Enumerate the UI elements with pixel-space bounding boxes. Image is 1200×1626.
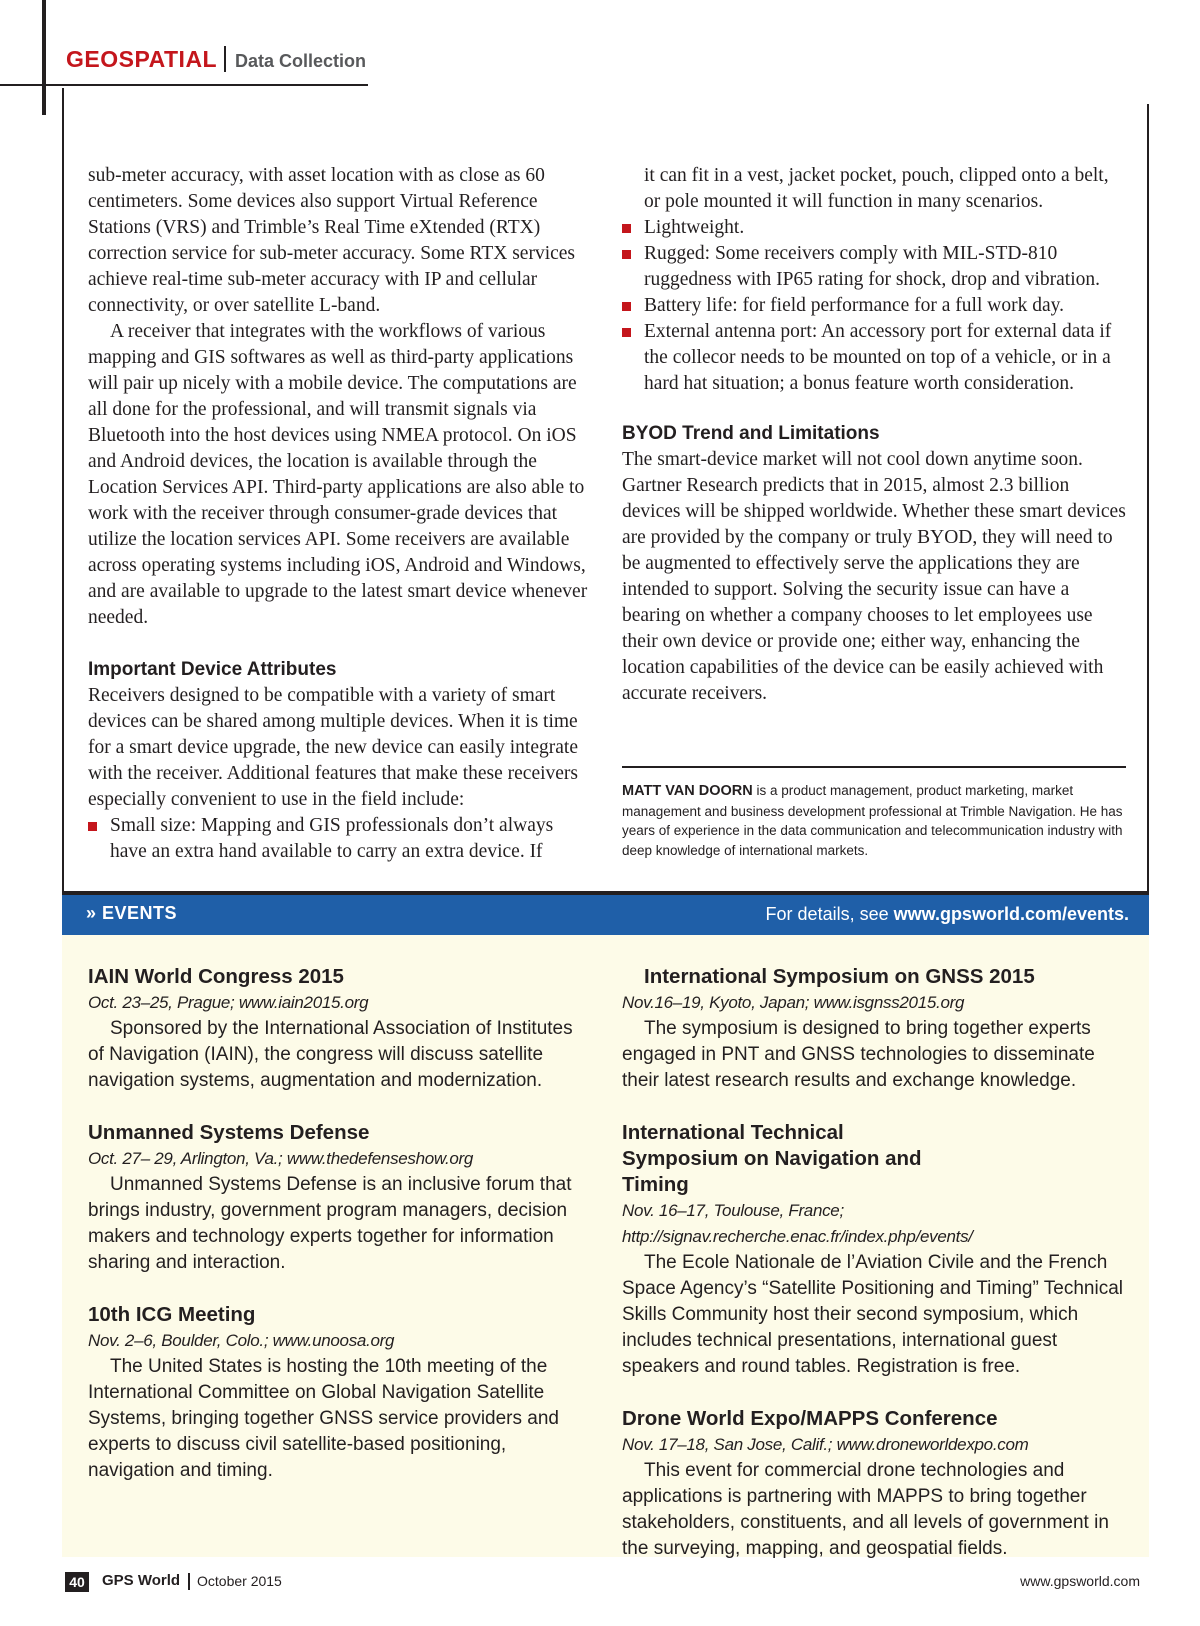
event-description: Unmanned Systems Defense is an inclusive forum that brings industry, government program managers, decision makers and technology experts together for information sharing and interaction.: [88, 1174, 572, 1273]
footer-url[interactable]: www.gpsworld.com: [1020, 1573, 1140, 1589]
event-title: International Technical Symposium on Navigation and Timing: [622, 1121, 922, 1196]
page-number: 40: [65, 1572, 89, 1592]
section-subtitle: Data Collection: [235, 51, 367, 71]
article-paragraph: Receivers designed to be compatible with a variety of smart devices can be shared among multiple devices. When it is time for a smart device upgrade, the new device can easily integrate with the receiver. Additional features that make these receivers especially convenient to use in the field include:: [88, 685, 579, 810]
event-title: IAIN World Congress 2015: [88, 965, 344, 988]
footer-separator: [188, 1573, 190, 1590]
event-meta: Nov. 17–18, San Jose, Calif.; www.droneworldexpo.com: [622, 1435, 1029, 1454]
event-meta: Nov. 2–6, Boulder, Colo.; www.unoosa.org: [88, 1331, 395, 1350]
header-separator: [224, 46, 226, 72]
event-item: [88, 1302, 593, 1484]
bullet-item: Lightweight.: [622, 215, 1127, 241]
article-paragraph: sub-meter accuracy, with asset location with as close as 60 centimeters. Some devices also support Virtual Reference Stations (VRS) and Trimble’s Real Time eXtended (RTX) correction service for sub-meter accuracy. Some RTX services achieve real-time sub-meter accuracy with IP and cellular connectivity, or over satellite L-band.: [88, 165, 576, 316]
event-meta: Oct. 23–25, Prague; www.iain2015.org: [88, 993, 369, 1012]
header-accent-bar: [42, 0, 46, 115]
event-description: This event for commercial drone technologies and applications is partnering with MAPPS to bring together stakeholders, constituents, and all levels of government in the surveying, mapping, and geospatial fields.: [622, 1460, 1109, 1559]
section-title: GEOSPATIAL: [66, 46, 218, 72]
article-paragraph: The smart-device market will not cool down anytime soon. Gartner Research predicts that in 2015, almost 2.3 billion devices will be shipped worldwide. Whether these smart devices are provided by the company or truly BYOD, they will need to be augmented to effectively serve the applications they are intended to support. Solving the security issue can have a bearing on whether a company chooses to let employees use their own device or provide one; either way, enhancing the location capabilities of the device can be easily achieved with accurate receivers.: [622, 449, 1126, 704]
column-left-rule: [62, 88, 64, 898]
event-title: Drone World Expo/MAPPS Conference: [622, 1407, 998, 1430]
author-name: MATT VAN DOORN: [622, 783, 753, 799]
events-label: » EVENTS: [86, 903, 178, 923]
event-meta: Nov. 16–17, Toulouse, France; http://signav.recherche.enac.fr/index.php/events/: [622, 1201, 973, 1246]
author-bio-text: is a product management, product marketing, market management and business development professional at Trimble Navigation. He has years of experience in the data communication and telecommunication industry with deep knowledge of international markets.: [622, 783, 1123, 858]
events-banner: [62, 895, 1149, 935]
section-heading-device-attributes: Important Device Attributes: [88, 659, 337, 680]
event-description: The Ecole Nationale de l’Aviation Civile and the French Space Agency’s “Satellite Positioning and Timing” Technical Skills Community host their second symposium, which includes technical presentations, international guest speakers and round tables. Registration is free.: [622, 1252, 1123, 1377]
article-paragraph: A receiver that integrates with the workflows of various mapping and GIS softwares as well as third-party applications will pair up nicely with a mobile device. The computations are all done for the professional, and will transmit signals via Bluetooth into the host devices using NMEA protocol. On iOS and Android devices, the location is available through the Location Services API. Third-party applications are also able to work with the receiver through consumer-grade devices that utilize the location services API. Some receivers are available across operating systems including iOS, Android and Windows, and are available to upgrade to the latest smart device whenever needed.: [88, 321, 588, 628]
event-meta: Nov.16–19, Kyoto, Japan; www.isgnss2015.org: [622, 993, 965, 1012]
bullet-item: Battery life: for field performance for a full work day.: [622, 293, 1127, 319]
bullet-item: Rugged: Some receivers comply with MIL-STD-810 ruggedness with IP65 rating for shock, drop and vibration.: [622, 241, 1127, 293]
event-description: The symposium is designed to bring together experts engaged in PNT and GNSS technologies to disseminate their latest research results and exchange knowledge.: [622, 1018, 1095, 1091]
events-details: [766, 904, 1129, 925]
bio-rule: [622, 766, 1126, 768]
article-right-column: [622, 163, 1127, 707]
events-details-link[interactable]: www.gpsworld.com/events.: [893, 904, 1129, 924]
event-item: [88, 1120, 593, 1276]
event-item: [622, 964, 1127, 1094]
event-description: The United States is hosting the 10th meeting of the International Committee on Global Navigation Satellite Systems, bringing together GNSS service providers and experts to discuss civil satellite-based positioning, navigation and timing.: [88, 1356, 559, 1481]
bullet-continuation: it can fit in a vest, jacket pocket, pouch, clipped onto a belt, or pole mounted it will function in many scenarios.: [644, 165, 1109, 212]
event-title: International Symposium on GNSS 2015: [644, 965, 1035, 988]
event-title: Unmanned Systems Defense: [88, 1121, 370, 1144]
event-description: Sponsored by the International Association of Institutes of Navigation (IAIN), the congress will discuss satellite navigation systems, augmentation and modernization.: [88, 1018, 573, 1091]
event-item: [622, 1406, 1127, 1562]
events-details-prefix: For details, see: [765, 904, 894, 924]
header-rule: [0, 84, 368, 86]
event-item: [622, 1120, 1127, 1380]
event-meta: Oct. 27– 29, Arlington, Va.; www.thedefenseshow.org: [88, 1149, 474, 1168]
publication-name: GPS World: [102, 1572, 181, 1589]
section-heading-byod: BYOD Trend and Limitations: [622, 423, 880, 444]
author-bio: [622, 781, 1127, 860]
event-item: [88, 964, 593, 1094]
events-right-column: [622, 964, 1127, 1588]
bullet-item: Small size: Mapping and GIS professionals don’t always have an extra hand available to carry an extra device. If: [88, 813, 588, 865]
event-title: 10th ICG Meeting: [88, 1303, 256, 1326]
issue-date: October 2015: [197, 1573, 282, 1589]
article-left-column: [88, 163, 588, 865]
events-left-column: [88, 964, 593, 1510]
bullet-item: External antenna port: An accessory port for external data if the collecor needs to be mounted on top of a vehicle, or in a hard hat situation; a bonus feature worth consideration.: [622, 319, 1127, 397]
